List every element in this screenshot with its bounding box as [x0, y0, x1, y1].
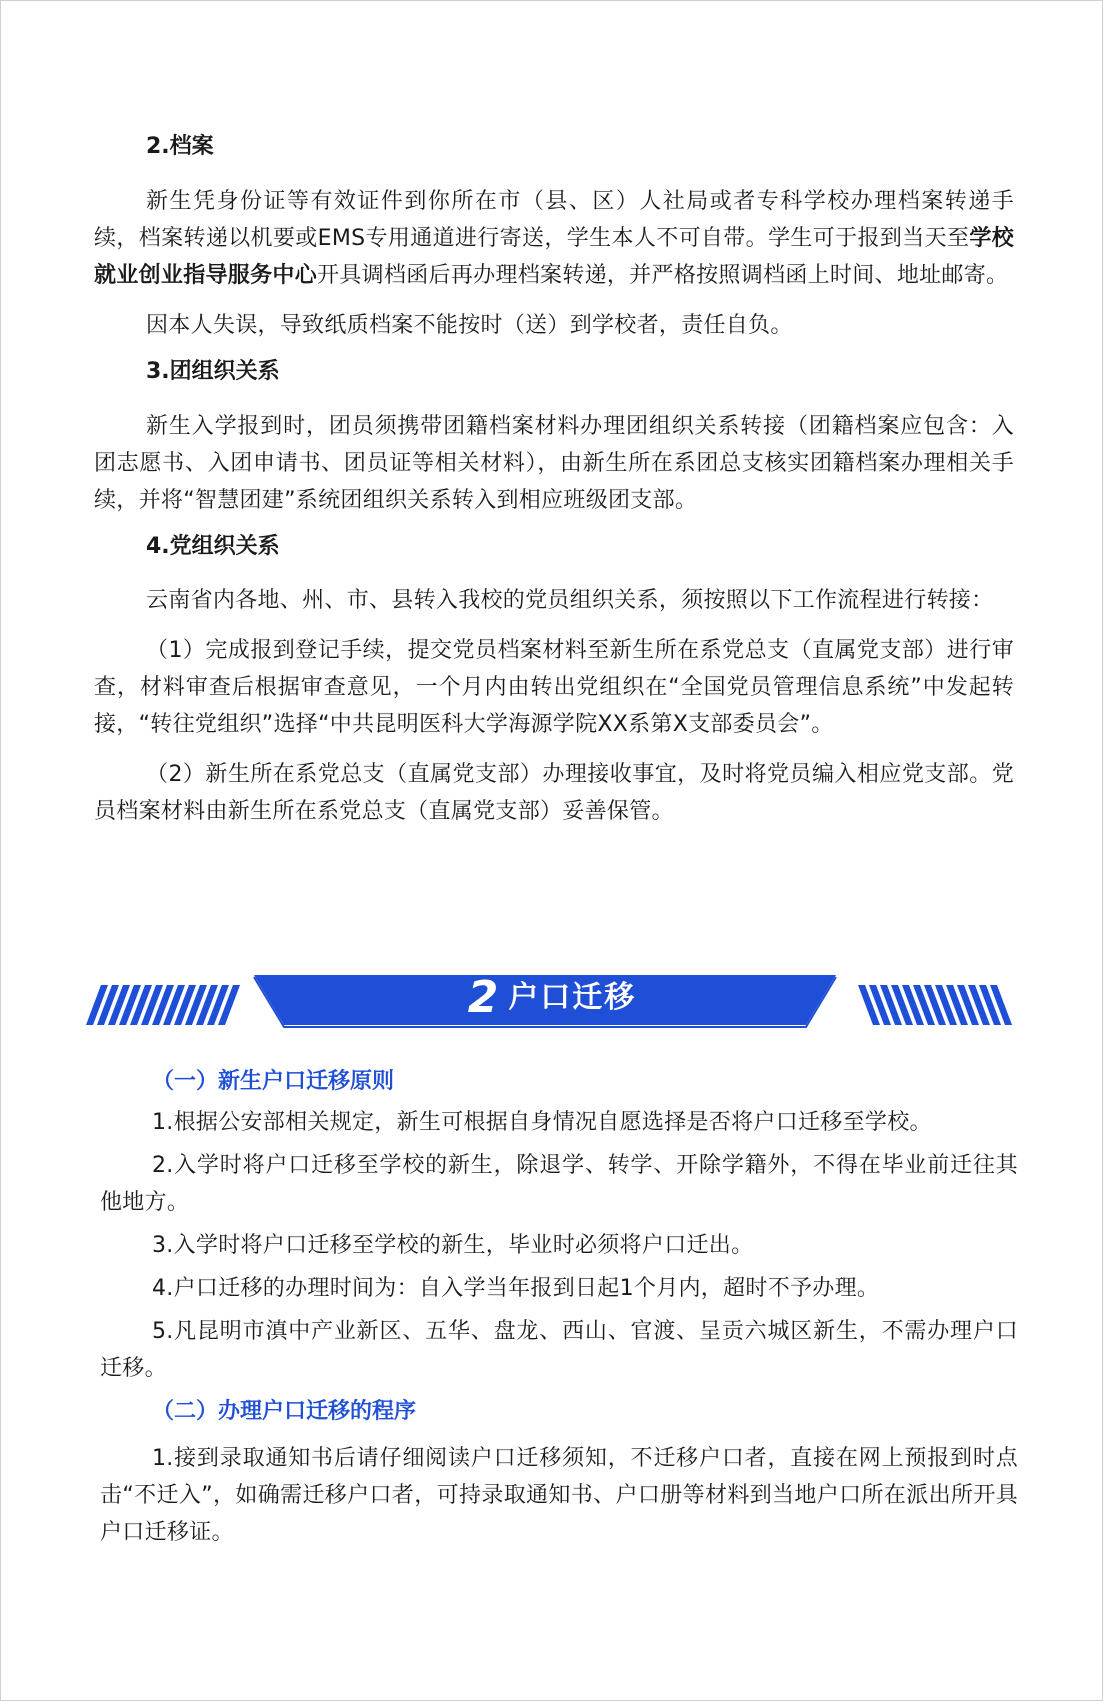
- banner-title: 户口迁移: [508, 980, 637, 1015]
- enrollment-transfer-section: [94, 132, 1014, 843]
- archives-paragraph: [94, 183, 1014, 294]
- banner-label: [86, 972, 1018, 1023]
- archives-text-a: 新生凭身份证等有效证件到你所在市（县、区）人社局或者专科学校办理档案转递手续，档案转递以机要或EMS专用通道进行寄送，学生本人不可自带。学生可于报到当天至: [94, 188, 1014, 251]
- principle-item-5: 5.凡昆明市滇中产业新区、五华、盘龙、西山、官渡、呈贡六城区新生，不需办理户口迁移。: [100, 1319, 1018, 1381]
- archives-liability-paragraph: 因本人失误，导致纸质档案不能按时（送）到学校者，责任自负。: [146, 312, 793, 338]
- party-step-1-paragraph: （1）完成报到登记手续，提交党员档案材料至新生所在系党总支（直属党支部）进行审查，材料审查后根据审查意见，一个月内由转出党组织在“全国党员管理信息系统”中发起转接，“转往党组织”选择“中共昆明医科大学海源学院XX系第X支部委员会”。: [94, 638, 1014, 738]
- party-intro-paragraph: 云南省内各地、州、市、县转入我校的党员组织关系，须按照以下工作流程进行转接：: [146, 588, 994, 614]
- hukou-procedure-heading: （二）办理户口迁移的程序: [152, 1399, 417, 1424]
- party-step-2-paragraph: （2）新生所在系党总支（直属党支部）办理接收事宜，及时将党员编入相应党支部。党员档案材料由新生所在系党总支（直属党支部）妥善保管。: [94, 762, 1014, 825]
- employment-center-name: 学校就业创业指导服务中心: [94, 225, 1014, 288]
- league-heading: 3.团组织关系: [146, 358, 280, 384]
- hukou-section: [100, 1065, 1018, 1557]
- hukou-section-banner: [86, 972, 1018, 1033]
- principle-item-1: 1.根据公安部相关规定，新生可根据自身情况自愿选择是否将户口迁移至学校。: [152, 1110, 932, 1135]
- principle-item-2: 2.入学时将户口迁移至学校的新生，除退学、转学、开除学籍外，不得在毕业前迁往其他地方。: [100, 1153, 1018, 1215]
- principle-item-4: 4.户口迁移的办理时间为：自入学当年报到日起1个月内，超时不予办理。: [152, 1276, 880, 1301]
- archives-heading: 2.档案: [146, 134, 214, 159]
- principle-item-3: 3.入学时将户口迁移至学校的新生，毕业时必须将户口迁出。: [152, 1233, 754, 1258]
- archives-text-b: 开具调档函后再办理档案转递，并严格按照调档函上时间、地址邮寄。: [317, 262, 1009, 288]
- league-paragraph: 新生入学报到时，团员须携带团籍档案材料办理团组织关系转接（团籍档案应包含：入团志愿书、入团申请书、团员证等相关材料），由新生所在系团总支核实团籍档案办理相关手续，并将“智慧团建”系统团组织关系转入到相应班级团支部。: [94, 413, 1014, 513]
- banner-number: 2: [467, 972, 499, 1023]
- party-heading: 4.党组织关系: [146, 533, 280, 559]
- procedure-item-1: 1.接到录取通知书后请仔细阅读户口迁移须知，不迁移户口者，直接在网上预报到时点击“不迁入”，如确需迁移户口者，可持录取通知书、户口册等材料到当地户口所在派出所开具户口迁移证。: [100, 1446, 1018, 1545]
- hukou-principles-heading: （一）新生户口迁移原则: [152, 1069, 395, 1094]
